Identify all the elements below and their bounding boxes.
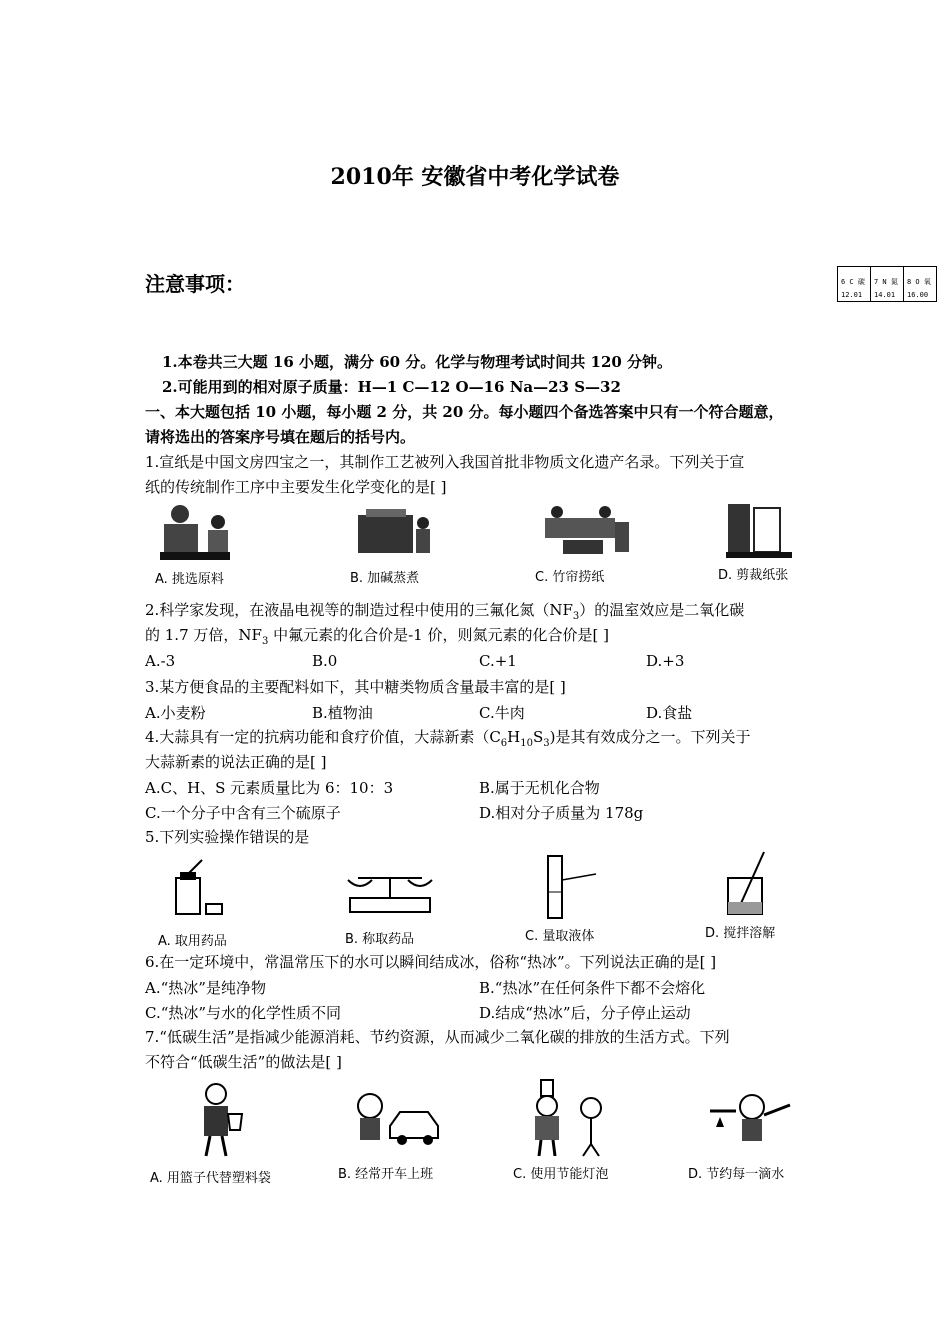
q6-option-b: B.“热冰”在任何条件下都不会熔化: [479, 979, 706, 997]
q7-stem-line2: 不符合“低碳生活”的做法是[ ]: [145, 1053, 342, 1071]
element-cell: 7 N 氮 14.01: [870, 266, 904, 302]
q1-stem-line2: 纸的传统制作工序中主要发生化学变化的是[ ]: [145, 478, 447, 496]
q5-stem: 5.下列实验操作错误的是: [145, 828, 310, 846]
section-heading-line1: 一、本大题包括 10 小题，每小题 2 分，共 20 分。每小题四个备选答案中只有一个符合题意，: [145, 403, 784, 421]
q5-figure-a: [170, 858, 230, 918]
q6-stem: 6.在一定环境中，常温常压下的水可以瞬间结成冰，俗称“热冰”。下列说法正确的是[ ]: [145, 953, 717, 971]
q5-figure-b: [340, 858, 440, 918]
q4-option-c: C.一个分子中含有三个硫原子: [145, 804, 341, 822]
q2-option-a: A.-3: [145, 652, 176, 670]
q1-caption-d: D. 剪裁纸张: [718, 568, 789, 583]
page-title: 2010年 安徽省中考化学试卷: [330, 164, 620, 190]
q5-caption-d: D. 搅拌溶解: [705, 926, 776, 941]
q5-caption-b: B. 称取药品: [345, 932, 415, 947]
q1-caption-c: C. 竹帘捞纸: [535, 570, 605, 585]
q7-figure-d: [706, 1085, 796, 1155]
q3-option-a: A.小麦粉: [145, 704, 206, 722]
q3-option-b: B.植物油: [312, 704, 373, 722]
q5-caption-a: A. 取用药品: [158, 934, 227, 949]
section-heading-line2: 请将选出的答案序号填在题后的括号内。: [145, 428, 416, 446]
note-2: 2.可能用到的相对原子质量：H—1 C—12 O—16 Na—23 S—32: [162, 378, 621, 396]
periodic-table-illustration: [838, 266, 937, 302]
q7-caption-c: C. 使用节能灯泡: [513, 1167, 609, 1182]
q7-figure-a: [190, 1080, 250, 1160]
q1-stem-line1: 1.宣纸是中国文房四宝之一，其制作工艺被列入我国首批非物质文化遗产名录。下列关于宣: [145, 453, 745, 471]
q7-caption-b: B. 经常开车上班: [338, 1167, 434, 1182]
q7-figure-c: [525, 1078, 615, 1158]
element-cell: 8 O 氧 16.00: [903, 266, 937, 302]
q6-option-d: D.结成“热冰”后，分子停止运动: [479, 1004, 691, 1022]
q2-stem-line2: 的 1.7 万倍，$NF_3$ 中氟元素的化合价是-1 价，则氮元素的化合价是[ ]: [145, 626, 609, 647]
q7-figure-b: [350, 1090, 445, 1150]
q1-figure-c: [535, 502, 635, 560]
q1-caption-a: A. 挑选原料: [155, 572, 224, 587]
q3-option-c: C.牛肉: [479, 704, 525, 722]
q1-figure-a: [150, 500, 240, 565]
q2-option-c: C.+1: [479, 652, 517, 670]
q2-option-b: B.0: [312, 652, 338, 670]
q4-option-b: B.属于无机化合物: [479, 779, 600, 797]
q3-option-d: D.食盐: [646, 704, 693, 722]
q1-caption-b: B. 加碱蒸煮: [350, 571, 420, 586]
q4-option-d: D.相对分子质量为 178g: [479, 804, 644, 822]
q2-stem-line1: 2.科学家发现，在液晶电视等的制造过程中使用的三氟化氮$(NF_3)$的温室效应是二氧化碳: [145, 601, 745, 622]
notice-heading: 注意事项：: [145, 272, 245, 296]
q1-figure-d: [720, 500, 800, 560]
q4-stem-line2: 大蒜新素的说法正确的是[ ]: [145, 753, 327, 771]
q4-stem-line1: 4.大蒜具有一定的抗病功能和食疗价值，大蒜新素$(C_6H_{10}S_3)$是其有效成分之一。下列关于: [145, 728, 751, 749]
q5-caption-c: C. 量取液体: [525, 929, 595, 944]
q2-option-d: D.+3: [646, 652, 685, 670]
element-cell: 6 C 碳 12.01: [837, 266, 871, 302]
q5-figure-d: [718, 850, 788, 920]
q3-stem: 3.某方便食品的主要配料如下，其中糖类物质含量最丰富的是[ ]: [145, 678, 566, 696]
q7-stem-line1: 7.“低碳生活”是指减少能源消耗、节约资源，从而减少二氧化碳的排放的生活方式。下列: [145, 1028, 730, 1046]
q7-caption-d: D. 节约每一滴水: [688, 1167, 785, 1182]
q7-caption-a: A. 用篮子代替塑料袋: [150, 1171, 271, 1186]
note-1: 1.本卷共三大题 16 小题，满分 60 分。化学与物理考试时间共 120 分钟。: [162, 353, 673, 371]
q6-option-c: C.“热冰”与水的化学性质不同: [145, 1004, 342, 1022]
q6-option-a: A.“热冰”是纯净物: [145, 979, 266, 997]
q5-figure-c: [540, 852, 610, 922]
q1-figure-b: [348, 505, 438, 560]
q4-option-a: A.C、H、S 元素质量比为 6：10：3: [145, 779, 394, 797]
